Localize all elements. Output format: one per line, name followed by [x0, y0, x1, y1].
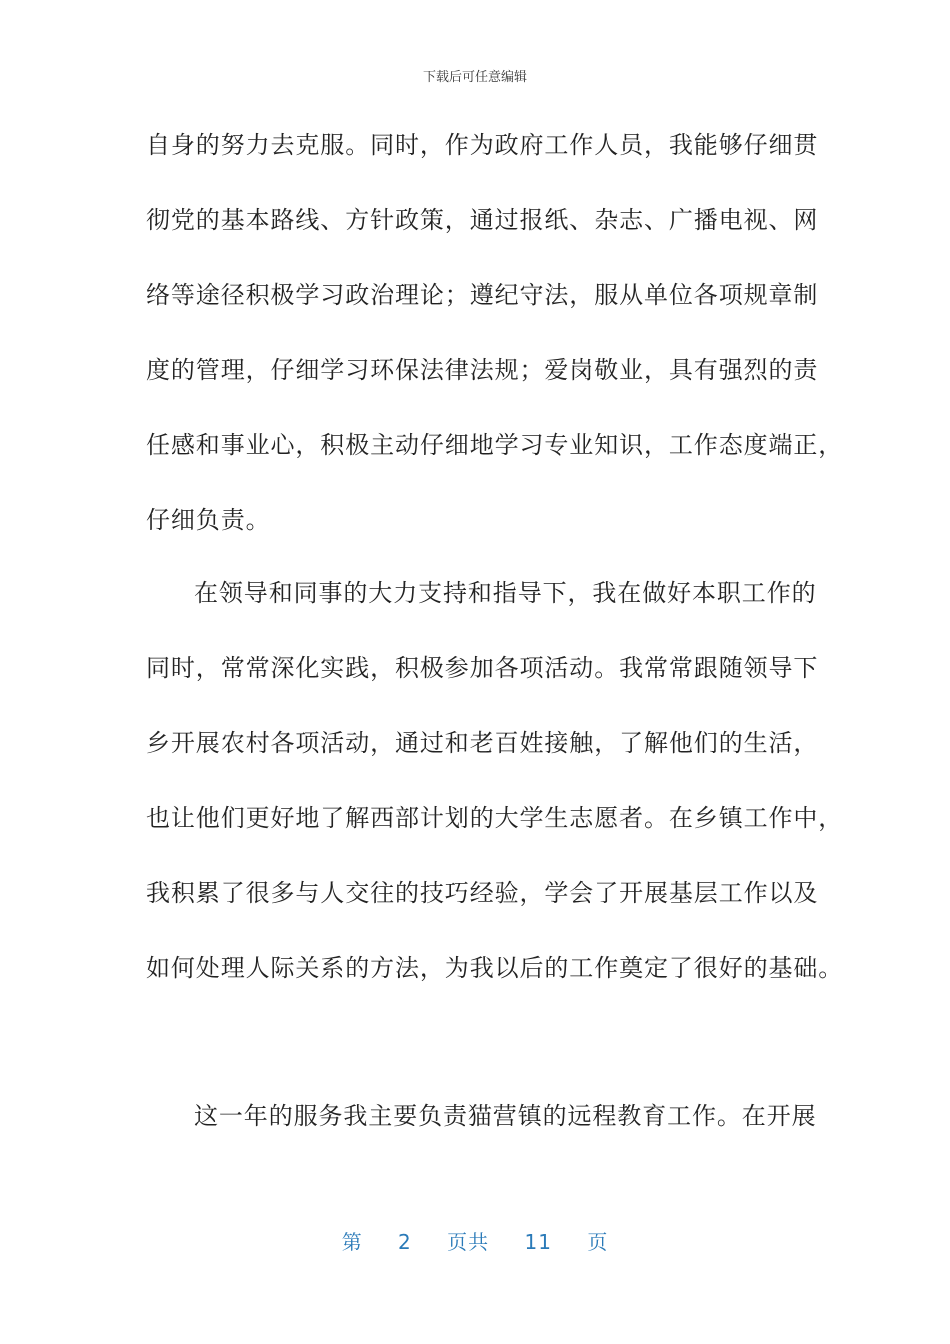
text-line: 这一年的服务我主要负责猫营镇的远程教育工作。在开展	[194, 1102, 817, 1130]
text-line: 仔细负责。	[146, 506, 271, 534]
header-note: 下载后可任意编辑	[422, 70, 527, 85]
footer-suffix: 页	[587, 1230, 609, 1254]
text-line: 度的管理，仔细学习环保法律法规；爱岗敬业，具有强烈的责	[146, 356, 819, 384]
text-line: 彻党的基本路线、方针政策，通过报纸、杂志、广播电视、网	[146, 206, 819, 234]
footer-total-pages: 11	[524, 1230, 552, 1254]
page-footer	[0, 1226, 950, 1255]
text-line: 任感和事业心，积极主动仔细地学习专业知识，工作态度端正，	[146, 431, 844, 459]
text-line: 在领导和同事的大力支持和指导下，我在做好本职工作的	[194, 579, 817, 607]
text-line: 如何处理人际关系的方法，为我以后的工作奠定了很好的基础。	[146, 954, 844, 982]
footer-middle: 页共	[447, 1230, 490, 1254]
text-line: 同时，常常深化实践，积极参加各项活动。我常常跟随领导下	[146, 654, 819, 682]
text-line: 也让他们更好地了解西部计划的大学生志愿者。在乡镇工作中，	[146, 804, 844, 832]
footer-current-page: 2	[398, 1230, 412, 1254]
text-line: 自身的努力去克服。同时，作为政府工作人员，我能够仔细贯	[146, 131, 819, 159]
text-line: 乡开展农村各项活动，通过和老百姓接触，了解他们的生活，	[146, 729, 819, 757]
text-line: 络等途径积极学习政治理论；遵纪守法，服从单位各项规章制	[146, 281, 819, 309]
footer-prefix: 第	[341, 1230, 363, 1254]
text-line: 我积累了很多与人交往的技巧经验，学会了开展基层工作以及	[146, 879, 819, 907]
